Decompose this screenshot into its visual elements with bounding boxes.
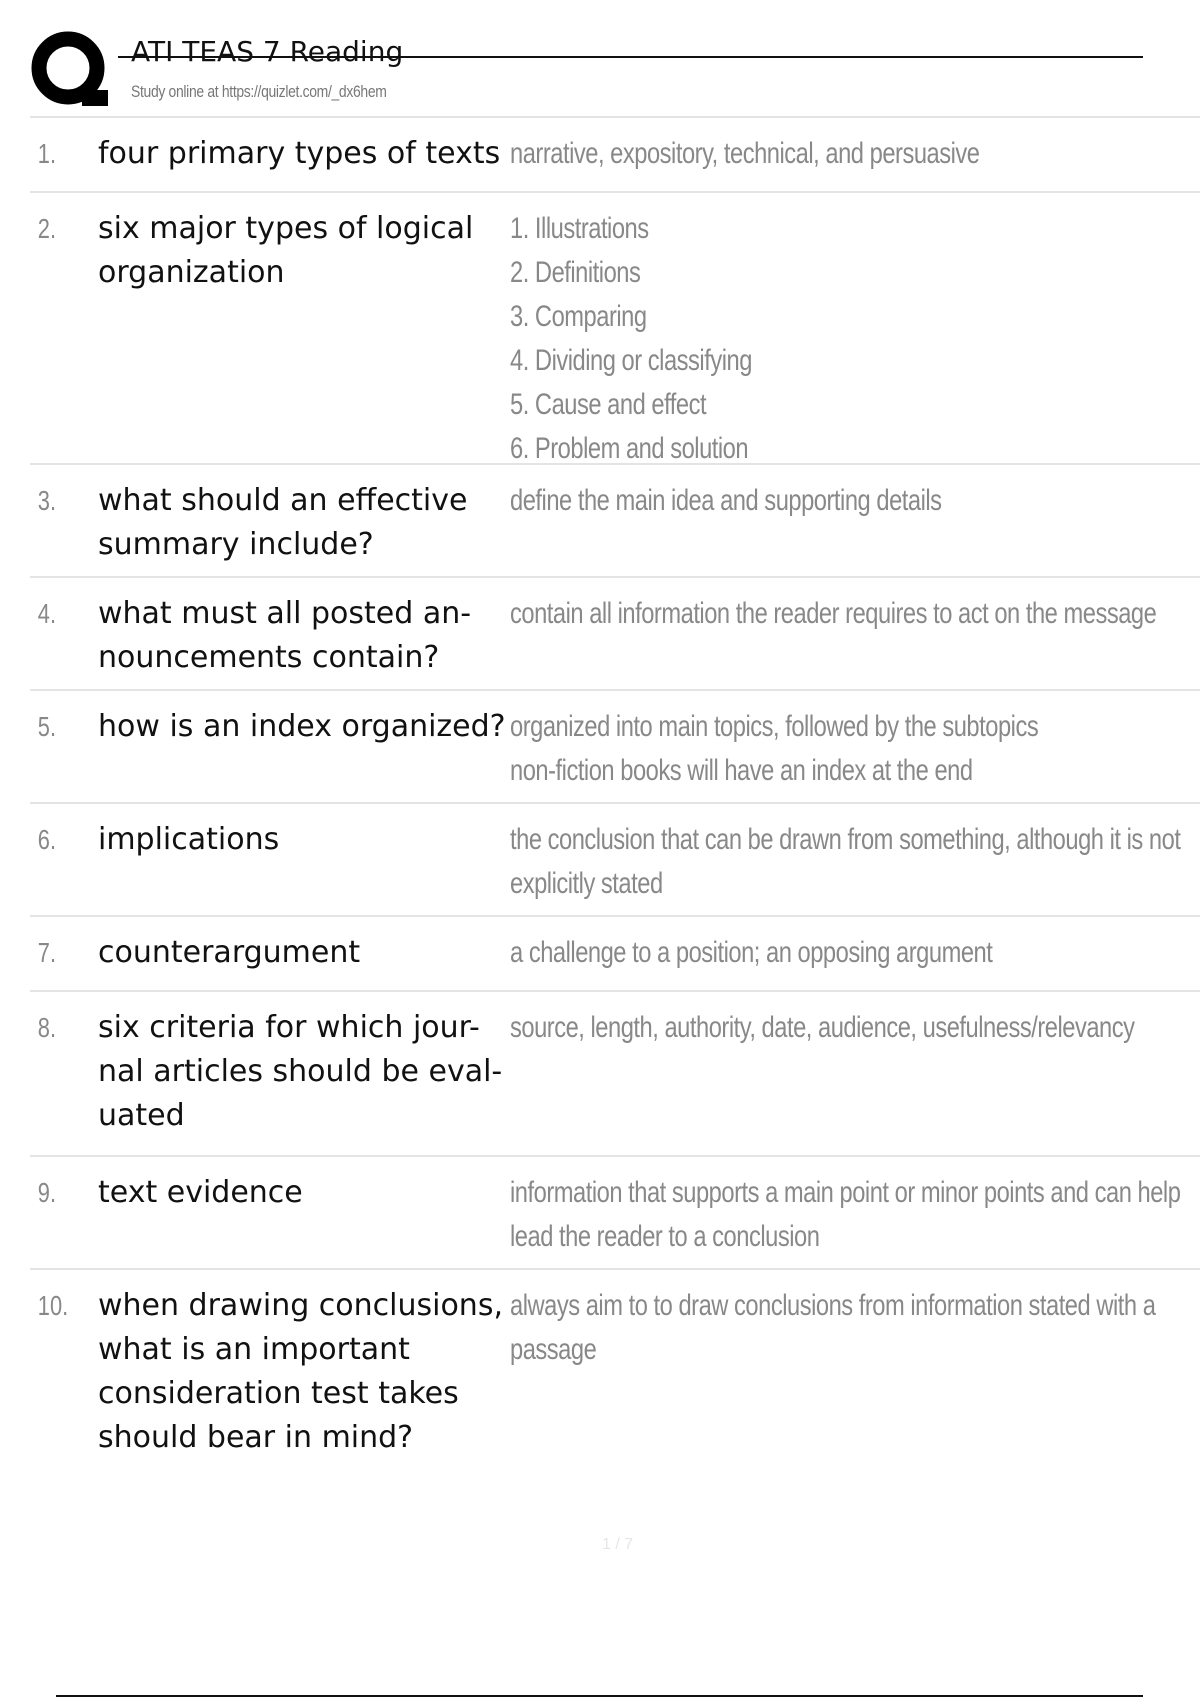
bottom-rule [56, 1695, 1143, 1697]
card-definition [510, 705, 1200, 793]
card-definition [510, 132, 1200, 176]
flashcard-list [30, 116, 1200, 1478]
definition-line: explicitly stated [510, 867, 663, 900]
card-term: implications [98, 822, 280, 857]
definition-line: 3. Comparing [510, 300, 647, 333]
card-term: six criteria for which jour-nal articles should be eval-uated [98, 1010, 503, 1133]
definition-line: passage [510, 1333, 597, 1366]
definition-line: 2. Definitions [510, 256, 641, 289]
flashcard-row [30, 990, 1200, 1155]
card-definition [510, 1171, 1200, 1259]
card-number: 10. [37, 1290, 69, 1321]
definition-line: non-fiction books will have an index at the end [510, 754, 973, 787]
card-term: what must all posted an-nouncements contain? [98, 596, 472, 675]
flashcard-row [30, 689, 1200, 802]
card-definition [510, 207, 1200, 471]
study-online-link-text: Study online at https://quizlet.com/_dx6hem [131, 82, 387, 101]
card-number: 3. [37, 485, 57, 516]
flashcard-row [30, 191, 1200, 463]
card-term: when drawing conclusions, what is an important consideration test takes should bear in mind? [98, 1288, 503, 1455]
definition-line: information that supports a main point or minor points and can help [510, 1176, 1181, 1209]
card-definition [510, 479, 1200, 523]
flashcard-row [30, 463, 1200, 576]
card-term: what should an effective summary include? [98, 483, 468, 562]
flashcard-row [30, 1155, 1200, 1268]
card-term: four primary types of texts [98, 136, 501, 171]
card-definition [510, 1006, 1200, 1050]
card-number: 6. [37, 824, 57, 855]
definition-line: lead the reader to a conclusion [510, 1220, 820, 1253]
card-number: 2. [37, 213, 57, 244]
card-number: 1. [37, 138, 57, 169]
definition-line: 6. Problem and solution [510, 432, 749, 465]
flashcard-row [30, 915, 1200, 990]
document-title: ATI TEAS 7 Reading [131, 35, 404, 68]
definition-line: define the main idea and supporting details [510, 484, 942, 517]
flashcard-row [30, 116, 1200, 191]
definition-line: source, length, authority, date, audience, usefulness/relevancy [510, 1011, 1135, 1044]
definition-line: narrative, expository, technical, and persuasive [510, 137, 980, 170]
card-definition [510, 818, 1200, 906]
card-definition [510, 1284, 1200, 1372]
card-term: six major types of logical organization [98, 211, 474, 290]
flashcard-row [30, 1268, 1200, 1478]
card-number: 9. [37, 1177, 57, 1208]
quizlet-q-logo-icon [30, 30, 112, 112]
card-definition [510, 592, 1200, 636]
flashcard-row [30, 576, 1200, 689]
definition-line: a challenge to a position; an opposing argument [510, 936, 993, 969]
card-number: 5. [37, 711, 57, 742]
definition-line: always aim to to draw conclusions from information stated with a [510, 1289, 1156, 1322]
definition-line: 5. Cause and effect [510, 388, 707, 421]
card-term: text evidence [98, 1175, 303, 1210]
card-number: 8. [37, 1012, 57, 1043]
card-term: counterargument [98, 935, 361, 970]
definition-line: contain all information the reader requires to act on the message [510, 597, 1157, 630]
card-number: 4. [37, 598, 57, 629]
page-number: 1 / 7 [602, 1536, 634, 1553]
card-definition [510, 931, 1200, 975]
card-number: 7. [37, 937, 57, 968]
definition-line: 4. Dividing or classifying [510, 344, 752, 377]
definition-line: organized into main topics, followed by the subtopics [510, 710, 1039, 743]
definition-line: 1. Illustrations [510, 212, 649, 245]
card-term: how is an index organized? [98, 709, 506, 744]
definition-line: the conclusion that can be drawn from something, although it is not [510, 823, 1181, 856]
flashcard-row [30, 802, 1200, 915]
